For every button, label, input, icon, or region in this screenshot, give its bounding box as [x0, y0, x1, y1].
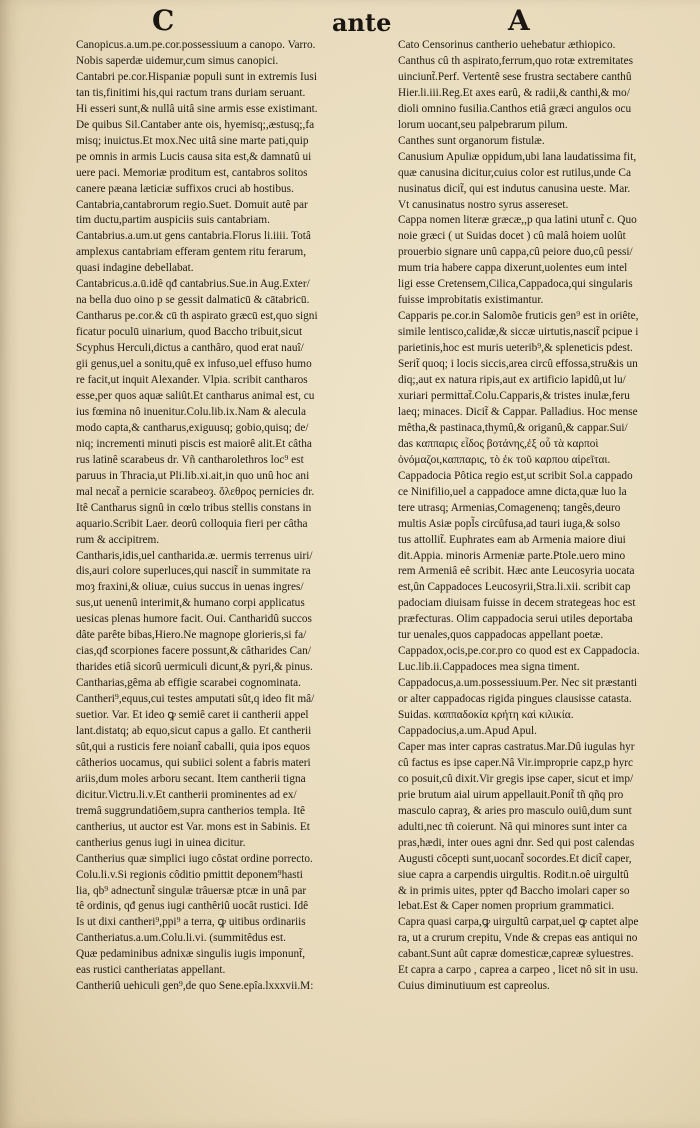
entry-line: xuriari permittat̃.Colu.Capparis,& tristes inulæ,feru [398, 389, 630, 402]
entry-line: Scyphus Herculi,dictus a canthâro, quod erat nauî/ [76, 342, 304, 355]
entry-line: Cantharus pe.cor.& cū th aspirato græcū est,quo signi [76, 310, 318, 323]
right-text-column [398, 38, 692, 995]
entry-line: De quibus Sil.Cantaber ante ois, hyemisq;,æstusq;,fa [76, 118, 315, 131]
entry-line: Augusti côcepti sunt,uocant̃ socordes.Et dicit̃ caper, [398, 852, 632, 865]
entry-line: lorum uocant,seu palpebrarum pilum. [398, 118, 568, 131]
dictionary-entry [398, 915, 692, 995]
entry-line: Cappadocus,a.um.possessiuum.Per. Nec sit præstanti [398, 677, 638, 690]
entry-line: lant.distatq; ab equo,sicut capus a gallo. Et cantherii [76, 724, 312, 737]
entry-line: Cantherius quæ simplici iugo côstat ordine porrecto. [76, 852, 313, 865]
dictionary-entry [398, 676, 692, 724]
entry-line: Nobis saperdæ uidemur,cum simus canopici. [76, 54, 279, 67]
entry-line: Cantharis,idis,uel cantharida.æ. uermis terrenus uiri/ [76, 549, 313, 562]
entry-line: Vt canusinatus nostro syrus assereset. [398, 198, 569, 211]
entry-line: cû factus es ipse caper.Nâ Vir.improprie capz,p hyrc [398, 756, 633, 769]
entry-line: Itê Cantharus signû in cœlo tribus stellis constans in [76, 501, 312, 514]
entry-line: sût,qui a rusticis fere noiant̃ caballi, quia ipos equos [76, 740, 311, 753]
entry-line: Capparis pe.cor.in Salomõe fruticis gen⁹ est in oriête, [398, 310, 639, 323]
entry-line: dis,auri colore superluces,qui nascit̃ in summitate ra [76, 565, 311, 578]
entry-line: ce Ninifilio,uel a cappadoce amne dicta,quæ luo la [398, 485, 627, 498]
entry-line: cantherius, ut auctor est Var. mons est in Sabinis. Et [76, 820, 310, 833]
entry-line: Colu.li.v.Si regionis côditio pmittit deponem⁹hasti [76, 868, 303, 881]
entry-line: diq;,aut ex natura ripis,aut ex artificio lapidû,ut lu/ [398, 374, 626, 387]
entry-line: modo capta,& cantharus,exiguusq; gobio,quisq; de/ [76, 421, 309, 434]
entry-line: Canopicus.a.um.pe.cor.possessiuum a canopo. Varro. [76, 39, 316, 51]
entry-line: Canthes sunt organorum fistulæ. [398, 134, 545, 147]
entry-line: tus attollit̃. Euphrates eam ab Armenia maiore diui [398, 533, 626, 546]
entry-line: Caper mas inter capras castratus.Mar.Dû iugulas hyr [398, 740, 635, 753]
entry-line: Cantheri⁹,equus,cui testes amputati sût,q ideo fit mâ/ [76, 693, 315, 706]
header-right-letter: A [508, 4, 530, 37]
entry-line: Hi esseri sunt,& nullâ uitâ sine armis esse existimant. [76, 102, 318, 115]
dictionary-entry [76, 38, 388, 70]
entry-line: Cantabria,cantabrorum regio.Suet. Domuit autê par [76, 198, 308, 211]
entry-line: Cuius diminutiuum est capreolus. [398, 980, 550, 993]
entry-line: das καππαρις εἶδος βοτάνης,ἐξ οὗ τὰ καρποὶ [398, 437, 599, 450]
entry-line: rus latinê scarabeus dr. Vñ cantharolethros loc⁹ est [76, 453, 304, 466]
entry-line: Cantabricus.a.ū.idê qđ cantabrius.Sue.in Aug.Exter/ [76, 278, 310, 291]
entry-line: re facit,ut inquit Alexander. Vlpia. scribit cantharos [76, 374, 308, 387]
entry-line: aquario.Scribit Laer. deorû colloquia fieri per câtha [76, 517, 308, 530]
dictionary-entry [76, 277, 388, 309]
entry-line: noie græci ( ut Suidas docet ) cû malâ hoiem uolût [398, 230, 626, 243]
entry-line: tê ordinis, qđ genus iugi canthêriû uocât rustici. Idê [76, 900, 309, 913]
entry-line: Quæ pedaminibus adnixæ singulis iugis imponunt̃, [76, 948, 306, 961]
entry-line: mêtha,& pastinaca,thymû,& origanû,& cappar.Sui/ [398, 421, 628, 434]
entry-line: câtherios uocamus, qui subiici solent a fabris materi [76, 756, 311, 769]
entry-line: Serit̃ quoq; i locis siccis,area circû effossa,stru&is un [398, 358, 638, 371]
entry-line: Cappadocia Pôtica regio est,ut scribit Sol.a cappado [398, 469, 633, 482]
entry-line: uesicas plenas humore facit. Oui. Cantharidû succos [76, 613, 312, 626]
entry-line: ὀνόμαζοι,καππαρις, τὸ ἐκ τοῦ καρπου αἱρεῖται. [398, 453, 611, 466]
entry-line: ariis,dum moles arboru secant. Item cantherii tigna [76, 772, 306, 785]
left-text-column [76, 38, 388, 995]
running-header [0, 4, 700, 38]
entry-line: siue capra a carpendis uirgultis. Rodit.n.oê uirgultû [398, 868, 629, 881]
entry-line: uere paci. Memoriæ proditum est, cantabros solitos [76, 166, 308, 179]
entry-line: Luc.lib.ii.Cappadoces mea signa timent. [398, 661, 580, 674]
entry-line: uinciunt̃.Perf. Vertentê sese frustra sectabere canthû [398, 70, 632, 83]
entry-line: padociam diuisam fuisse in decem strategeas hoc est [398, 597, 636, 610]
entry-line: Is ut dixi cantheri⁹,ppi⁹ a terra, ꝙ uitibus ordinariis [76, 916, 306, 929]
entry-line: nusinatus dicit̃, qui est indutus canusina ueste. Mar. [398, 182, 631, 195]
entry-line: Cappa nomen literæ græcæ,,p qua latini utunt̃ c. Quo [398, 214, 637, 227]
entry-line: mum tria habere cappa dixerunt,uolentes eum intel [398, 262, 628, 275]
dictionary-entry [398, 213, 692, 309]
entry-line: dioli omnino fusilia.Canthos etiâ græci angulos ocu [398, 102, 632, 115]
dictionary-entry [76, 676, 388, 692]
entry-line: Suidas. καππαδοκία κρήτη καὶ κιλικία. [398, 709, 574, 722]
entry-line: Et capra a carpo , caprea a carpeo , licet nô sit in usu. [398, 964, 639, 977]
entry-line: parietinis,hoc est muris ueterib⁹,& spleneticis pdest. [398, 342, 633, 355]
entry-line: masculo capraȝ, & aries pro masculo ouiû,dum sunt [398, 804, 632, 817]
dictionary-entry [76, 198, 388, 230]
entry-line: co posuit,cû dixit.Vir gregis ipse caper, sicut et imp/ [398, 772, 634, 785]
entry-line: rum & accipitrem. [76, 533, 160, 546]
entry-line: Cantabrius.a.um.ut gens cantabria.Florus li.iiii. Totâ [76, 230, 311, 243]
dictionary-entry [398, 724, 692, 740]
entry-line: præfecturas. Olim cappadocia serui utiles deportaba [398, 613, 633, 626]
entry-line: multis Asiæ popl̃s circûfusa,ad tauri iuga,& solso [398, 517, 621, 530]
dictionary-entry [76, 229, 388, 277]
entry-line: tharides etiâ sicorû uermiculi dicunt,& pyri,& pinus. [76, 661, 313, 674]
entry-line: Canthus cû th aspirato,ferrum,quo rotæ extremitates [398, 54, 633, 67]
dictionary-entry [398, 469, 692, 644]
entry-line: & in primis uites, ppter qđ Baccho imolari caper so [398, 884, 630, 897]
entry-line: gii genus,uel a sonitu,quê ex infuso,uel effuso humo [76, 358, 312, 371]
dictionary-entry [398, 38, 692, 54]
entry-line: Cantabri pe.cor.Hispaniæ populi sunt in extremis Iusi [76, 70, 317, 83]
dictionary-entry [76, 692, 388, 852]
entry-line: simile lentisco,calidæ,& siccæ uirtutis,nascit̃ pcipue i [398, 326, 639, 339]
entry-line: amplexus cantabriam efferam gentem ritu ferarum, [76, 246, 307, 259]
entry-line: lebat.Est & Caper nomen proprium grammatici. [398, 900, 615, 913]
entry-line: cantherius genus iugi in uinea dicitur. [76, 836, 246, 849]
entry-line: tere utrasq; Armenias,Comagenenq; tangês,deuro [398, 501, 621, 514]
entry-line: niq; incrementi minuti piscis est maiorê alit.Et câtha [76, 437, 312, 450]
entry-line: Cantharias,gêma ab effigie scarabei cognominata. [76, 677, 302, 690]
entry-line: suetior. Var. Et ideo ꝙ semiê caret ii cantherii appel [76, 709, 309, 722]
entry-line: canere pæana læticiæ suffixos cruci ab hostibus. [76, 182, 294, 195]
dictionary-entry [398, 644, 692, 676]
entry-line: Cappadox,ocis,pe.cor.pro co quod est ex Cappadocia. [398, 645, 640, 658]
entry-line: dit.Appia. minoris Armeniæ parte.Ptole.uero mino [398, 549, 626, 562]
entry-line: pe omnis in armis Lucis causa sita est,& damnatû ui [76, 150, 312, 163]
entry-line: misq; inuictus.Et mox.Nec uitâ sine marte pati,quip [76, 134, 309, 147]
entry-line: quasi indagine debellabat. [76, 262, 194, 275]
entry-line: quæ canusina dicitur,cuius color est rutilus,unde Ca [398, 166, 631, 179]
entry-line: adulti,nec tñ coierunt. Nâ qui minores sunt inter ca [398, 820, 628, 833]
entry-line: tan tis,finitimi his,qui ractum trans duriam seruant. [76, 86, 306, 99]
entry-line: ficatur poculū uinarium, quod Baccho tribuit,sicut [76, 326, 303, 339]
entry-line: paruus in Thracia,ut Pli.lib.xi.ait,in quo unû hoc ani [76, 469, 310, 482]
entry-line: tim ductu,partim auspiciis suis cantabriam. [76, 214, 270, 227]
entry-line: Cato Censorinus cantherio uehebatur æthiopico. [398, 39, 616, 51]
entry-line: laeq; minaces. Dicit̃ & Cappar. Palladius. Hoc mense [398, 405, 638, 418]
entry-line: dicitur.Victru.li.v.Et cantherii prominentes ad ex/ [76, 788, 297, 801]
entry-line: ius fœmina nô inuenitur.Colu.lib.ix.Nam & alecula [76, 405, 306, 418]
header-left-letter: C [152, 4, 175, 37]
entry-line: eas rustici cantheriatas appellant. [76, 964, 226, 977]
entry-line: prouerbio signare unû cappa,cû peiore duo,cû pessi/ [398, 246, 633, 259]
entry-line: sus,ut uenenû interimit,& humano corpi applicatus [76, 597, 305, 610]
entry-line: esse,per quos aquæ saliût.Et cantharus animal est, cu [76, 389, 315, 402]
entry-line: Cantheriû uehiculi gen⁹,de quo Sene.epîa.lxxxvii.M: [76, 980, 314, 993]
dictionary-entry [398, 740, 692, 915]
entry-line: moȝ fraxini,& oliuæ, cuius succus in uenas ingres/ [76, 581, 304, 594]
entry-line: na bella duo oino p se gessit dalmaticū & cātabricū. [76, 294, 310, 307]
entry-line: or alter cappadocas rigida pingues clausisse catasta. [398, 693, 632, 706]
dictionary-entry [76, 852, 388, 932]
dictionary-entry [76, 931, 388, 979]
entry-line: tur uenales,quos cappadocas appellant poetæ. [398, 629, 604, 642]
dictionary-entry [76, 979, 388, 995]
dictionary-entry [398, 134, 692, 150]
dictionary-entry [76, 70, 388, 198]
entry-line: mal necat̃ a pernicie scarabeoȝ. ὄλεθρος pernicies dr. [76, 485, 315, 498]
entry-line: Hier.li.iii.Reg.Et axes earû, & radii,& canthi,& mo/ [398, 86, 630, 99]
entry-line: fuisse improbitatis existimantur. [398, 294, 544, 307]
entry-line: pras,hædi, inter oues agni dnr. Sed qui post calendas [398, 836, 635, 849]
dictionary-entry [76, 549, 388, 677]
entry-line: Canusium Apuliæ oppidum,ubi lana laudatissima fit, [398, 150, 637, 163]
dictionary-entry [398, 150, 692, 214]
entry-line: ligi esse Cretensem,Cilica,Cappadoca,qui singularis [398, 278, 633, 291]
entry-line: Cantheriatus.a.um.Colu.li.vi. (summitêdus est. [76, 932, 286, 945]
header-running-word: ante [332, 8, 392, 37]
entry-line: Cappadocius,a.um.Apud Apul. [398, 724, 537, 737]
dictionary-entry [76, 309, 388, 548]
dictionary-entry [398, 309, 692, 469]
entry-line: prie brutum aial uirum appellauit.Ponit̃ tñ qñq pro [398, 788, 624, 801]
entry-line: rem Armeniâ eê scribit. Hæc ante Leucosyria uocata [398, 565, 635, 578]
dictionary-entry [398, 54, 692, 134]
entry-line: cias,qđ scorpiones facere possunt,& câtharides Can/ [76, 645, 311, 658]
entry-line: tremâ suggrundatiôem,supra cantherios templa. Itê [76, 804, 305, 817]
entry-line: lia, qb⁹ adnectunt̃ singulæ trâuersæ ptcæ in unâ par [76, 884, 307, 897]
entry-line: Capra quasi carpa,ꝙ uirgultû carpat,uel ꝙ captet alpe [398, 916, 639, 929]
entry-line: cabant.Sunt aût capræ domesticæ,capreæ syluestres. [398, 948, 634, 961]
entry-line: dâte parête bibas,Hiero.Ne magnope glorieris,si fa/ [76, 629, 307, 642]
entry-line: est,ûn Cappadoces Leucosyrii,Stra.li.xii. scribit cap [398, 581, 631, 594]
entry-line: ra, ut a crurum crepitu, Vnde & crepas eas antiqui no [398, 932, 638, 945]
